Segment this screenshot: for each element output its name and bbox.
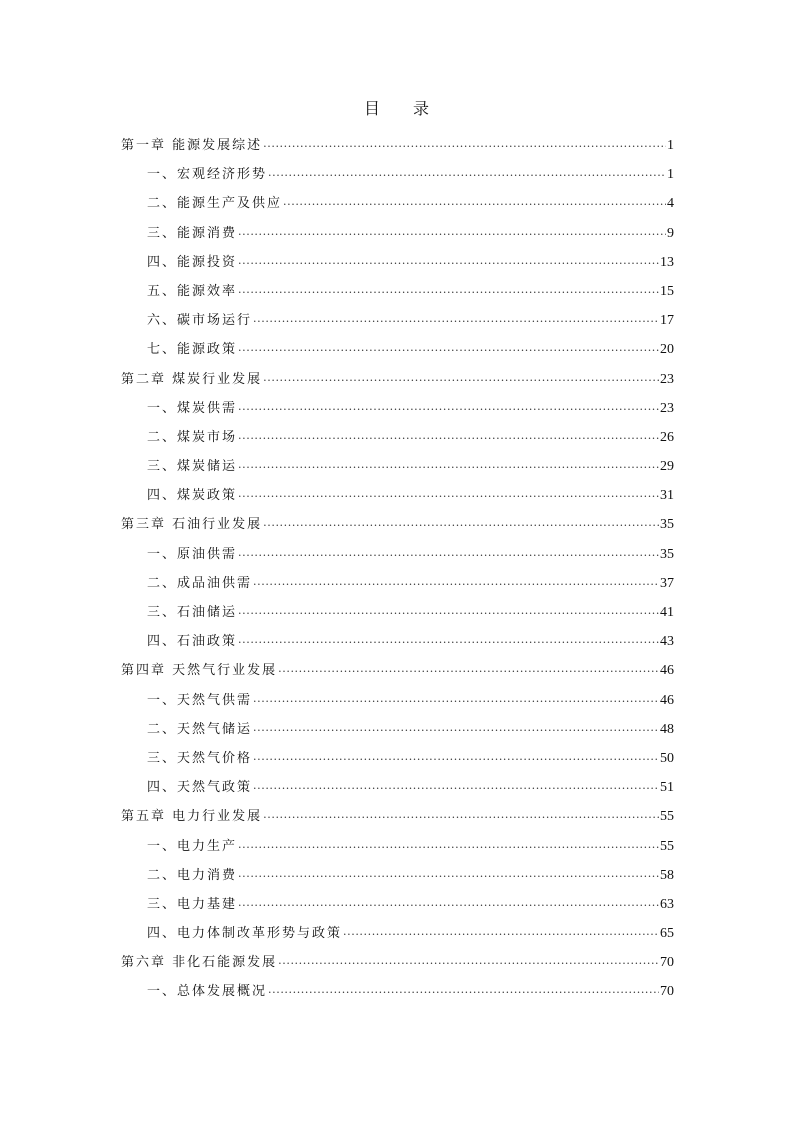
toc-entry-label bbox=[147, 603, 237, 623]
toc-entry-number: 二、 bbox=[147, 575, 178, 591]
toc-page-number: 26 bbox=[660, 429, 674, 445]
toc-section-entry[interactable] bbox=[121, 837, 674, 866]
toc-entry-text: 宏观经济形势 bbox=[177, 167, 268, 183]
toc-dot-leader bbox=[253, 572, 659, 592]
toc-section-entry[interactable] bbox=[121, 895, 674, 924]
toc-entry-number: 四、 bbox=[147, 254, 178, 270]
toc-entry-label bbox=[147, 340, 237, 360]
toc-page-number: 15 bbox=[660, 283, 674, 299]
toc-entry-text: 天然气行业发展 bbox=[172, 663, 278, 679]
toc-page-number: 46 bbox=[660, 663, 674, 679]
toc-page-number: 65 bbox=[660, 926, 674, 942]
toc-entry-label bbox=[147, 194, 282, 214]
toc-entry-label bbox=[147, 457, 237, 477]
toc-page-number: 55 bbox=[660, 838, 674, 854]
toc-page-number: 55 bbox=[660, 809, 674, 825]
toc-entry-number: 第一章 bbox=[121, 138, 167, 153]
toc-entry-number: 二、 bbox=[147, 721, 178, 737]
toc-section-entry[interactable] bbox=[121, 428, 674, 457]
toc-section-entry[interactable] bbox=[121, 486, 674, 515]
toc-section-entry[interactable] bbox=[121, 720, 674, 749]
toc-entry-number: 第六章 bbox=[121, 955, 167, 971]
toc-section-entry[interactable] bbox=[121, 749, 674, 778]
toc-dot-leader bbox=[238, 864, 659, 884]
toc-page-number: 35 bbox=[660, 517, 674, 533]
toc-entry-number: 七、 bbox=[147, 342, 178, 358]
toc-section-entry[interactable] bbox=[121, 253, 674, 282]
toc-dot-leader bbox=[253, 747, 659, 767]
toc-dot-leader bbox=[238, 251, 659, 271]
toc-entry-text: 石油政策 bbox=[177, 634, 238, 650]
toc-section-entry[interactable] bbox=[121, 574, 674, 603]
toc-entry-text: 能源投资 bbox=[177, 254, 238, 270]
toc-entry-text: 煤炭储运 bbox=[177, 459, 238, 475]
toc-entry-number: 三、 bbox=[147, 459, 178, 475]
toc-entry-label bbox=[147, 982, 267, 1002]
toc-entry-text: 煤炭政策 bbox=[177, 488, 238, 504]
toc-entry-number: 一、 bbox=[147, 400, 178, 416]
toc-entry-number: 四、 bbox=[147, 780, 178, 796]
toc-section-entry[interactable] bbox=[121, 340, 674, 369]
toc-entry-number: 六、 bbox=[147, 313, 178, 329]
toc-chapter-entry[interactable] bbox=[121, 807, 674, 836]
toc-entry-text: 能源生产及供应 bbox=[177, 196, 283, 212]
toc-entry-text: 煤炭市场 bbox=[177, 429, 238, 445]
toc-entry-number: 二、 bbox=[147, 196, 178, 212]
toc-entry-label bbox=[121, 136, 262, 156]
toc-entry-text: 原油供需 bbox=[177, 546, 238, 562]
toc-entry-number: 三、 bbox=[147, 605, 178, 620]
toc-entry-label bbox=[147, 486, 237, 506]
toc-page-number: 70 bbox=[660, 955, 674, 971]
toc-entry-text: 成品油供需 bbox=[177, 575, 253, 591]
toc-entry-text: 电力行业发展 bbox=[172, 809, 263, 825]
toc-entry-text: 能源政策 bbox=[177, 342, 238, 358]
toc-title: 目 录 bbox=[363, 99, 444, 118]
toc-entry-label bbox=[147, 428, 237, 448]
toc-dot-leader bbox=[238, 601, 659, 621]
toc-entry-text: 电力基建 bbox=[177, 896, 238, 912]
toc-entry-label bbox=[147, 895, 237, 915]
toc-dot-leader bbox=[253, 689, 659, 709]
toc-dot-leader bbox=[278, 659, 659, 679]
toc-entry-label bbox=[121, 515, 262, 535]
toc-section-entry[interactable] bbox=[121, 399, 674, 428]
toc-entry-number: 第三章 bbox=[121, 517, 167, 533]
toc-page-number: 43 bbox=[660, 634, 674, 650]
toc-entry-number: 四、 bbox=[147, 634, 178, 650]
toc-page-number: 13 bbox=[660, 254, 674, 270]
toc-entry-text: 天然气储运 bbox=[177, 721, 253, 737]
toc-entry-text: 煤炭行业发展 bbox=[172, 371, 263, 387]
toc-dot-leader bbox=[253, 776, 659, 796]
toc-dot-leader bbox=[263, 368, 659, 388]
toc-entry-text: 天然气价格 bbox=[177, 750, 253, 766]
toc-page-number: 51 bbox=[660, 780, 674, 796]
toc-entry-label bbox=[147, 545, 237, 565]
toc-page-number: 1 bbox=[667, 138, 674, 153]
toc-chapter-entry[interactable] bbox=[121, 661, 674, 690]
toc-section-entry[interactable] bbox=[121, 924, 674, 953]
toc-entry-text: 电力生产 bbox=[177, 838, 238, 854]
toc-page-number: 37 bbox=[660, 575, 674, 591]
toc-page-number: 31 bbox=[660, 488, 674, 504]
toc-dot-leader bbox=[268, 980, 659, 1000]
toc-section-entry[interactable] bbox=[121, 632, 674, 661]
toc-entry-text: 石油行业发展 bbox=[172, 517, 263, 533]
toc-dot-leader bbox=[253, 309, 659, 329]
toc-entry-label bbox=[147, 224, 237, 244]
toc-page-number: 1 bbox=[667, 167, 674, 183]
toc-entry-label bbox=[147, 399, 237, 419]
toc-entry-label bbox=[147, 165, 267, 185]
toc-dot-leader bbox=[238, 426, 659, 446]
toc-dot-leader bbox=[263, 513, 659, 533]
toc-section-entry[interactable] bbox=[121, 194, 674, 223]
toc-chapter-entry[interactable] bbox=[121, 136, 674, 165]
toc-entry-number: 四、 bbox=[147, 488, 178, 504]
toc-entry-number: 第四章 bbox=[121, 663, 167, 679]
toc-dot-leader bbox=[253, 718, 659, 738]
toc-dot-leader bbox=[283, 192, 666, 212]
toc-entry-text: 能源消费 bbox=[177, 225, 238, 241]
toc-section-entry[interactable] bbox=[121, 545, 674, 574]
toc-entry-label bbox=[121, 661, 277, 681]
toc-entry-number: 二、 bbox=[147, 867, 178, 883]
toc-dot-leader bbox=[278, 951, 659, 971]
toc-section-entry[interactable] bbox=[121, 311, 674, 340]
toc-page-number: 17 bbox=[660, 313, 674, 329]
toc-entry-label bbox=[147, 253, 237, 273]
toc-section-entry[interactable] bbox=[121, 457, 674, 486]
toc-entry-text: 石油储运 bbox=[177, 605, 238, 620]
toc-entry-number: 三、 bbox=[147, 896, 178, 912]
toc-entry-text: 电力体制改革形势与政策 bbox=[177, 926, 343, 942]
toc-page-number: 23 bbox=[660, 371, 674, 387]
toc-section-entry[interactable] bbox=[121, 603, 674, 632]
toc-entry-text: 电力消费 bbox=[177, 867, 238, 883]
toc-entry-number: 三、 bbox=[147, 750, 178, 766]
toc-page-number: 4 bbox=[667, 196, 674, 212]
toc-section-entry[interactable] bbox=[121, 778, 674, 807]
toc-entry-number: 三、 bbox=[147, 225, 178, 241]
toc-entry-text: 能源发展综述 bbox=[172, 138, 263, 153]
table-of-contents bbox=[121, 136, 674, 1012]
toc-entry-text: 总体发展概况 bbox=[177, 984, 268, 1000]
toc-dot-leader bbox=[238, 397, 659, 417]
toc-dot-leader bbox=[238, 280, 659, 300]
toc-entry-number: 第二章 bbox=[121, 371, 167, 387]
toc-entry-text: 能源效率 bbox=[177, 283, 238, 299]
toc-entry-label bbox=[147, 778, 252, 798]
toc-entry-label bbox=[121, 370, 262, 390]
toc-dot-leader bbox=[238, 455, 659, 475]
toc-page-number: 50 bbox=[660, 750, 674, 766]
toc-page-number: 41 bbox=[660, 605, 674, 620]
toc-entry-label bbox=[147, 720, 252, 740]
toc-dot-leader bbox=[238, 222, 666, 242]
toc-page-number: 70 bbox=[660, 984, 674, 1000]
toc-chapter-entry[interactable] bbox=[121, 370, 674, 399]
toc-page-number: 23 bbox=[660, 400, 674, 416]
toc-entry-label bbox=[147, 837, 237, 857]
toc-entry-label bbox=[147, 574, 252, 594]
toc-entry-text: 非化石能源发展 bbox=[172, 955, 278, 971]
toc-dot-leader bbox=[238, 835, 659, 855]
toc-entry-label bbox=[147, 691, 252, 711]
toc-entry-number: 一、 bbox=[147, 167, 178, 183]
toc-dot-leader bbox=[238, 543, 659, 563]
toc-entry-number: 一、 bbox=[147, 546, 178, 562]
toc-entry-number: 二、 bbox=[147, 429, 178, 445]
toc-entry-number: 一、 bbox=[147, 692, 178, 708]
toc-section-entry[interactable] bbox=[121, 282, 674, 311]
toc-entry-label bbox=[147, 866, 237, 886]
toc-dot-leader bbox=[238, 630, 659, 650]
toc-page-number: 29 bbox=[660, 459, 674, 475]
toc-entry-label bbox=[147, 749, 252, 769]
toc-entry-number: 四、 bbox=[147, 926, 178, 942]
toc-entry-text: 煤炭供需 bbox=[177, 400, 238, 416]
toc-section-entry[interactable] bbox=[121, 165, 674, 194]
toc-entry-text: 天然气政策 bbox=[177, 780, 253, 796]
toc-entry-number: 一、 bbox=[147, 984, 178, 1000]
toc-dot-leader bbox=[268, 163, 666, 183]
toc-entry-number: 一、 bbox=[147, 838, 178, 854]
toc-entry-label bbox=[147, 311, 252, 331]
toc-entry-number: 五、 bbox=[147, 283, 178, 299]
toc-chapter-entry[interactable] bbox=[121, 515, 674, 544]
toc-section-entry[interactable] bbox=[121, 691, 674, 720]
toc-dot-leader bbox=[263, 805, 659, 825]
toc-page-number: 9 bbox=[667, 225, 674, 241]
toc-dot-leader bbox=[238, 484, 659, 504]
toc-dot-leader bbox=[238, 338, 659, 358]
toc-dot-leader bbox=[343, 922, 659, 942]
toc-chapter-entry[interactable] bbox=[121, 953, 674, 982]
toc-page-number: 35 bbox=[660, 546, 674, 562]
toc-entry-label bbox=[147, 282, 237, 302]
toc-entry-label bbox=[121, 953, 277, 973]
toc-entry-label bbox=[147, 924, 342, 944]
toc-page-number: 58 bbox=[660, 867, 674, 883]
toc-entry-label bbox=[121, 807, 262, 827]
toc-section-entry[interactable] bbox=[121, 224, 674, 253]
toc-entry-number: 第五章 bbox=[121, 809, 167, 825]
toc-entry-text: 碳市场运行 bbox=[177, 313, 253, 329]
toc-dot-leader bbox=[238, 893, 659, 913]
toc-entry-text: 天然气供需 bbox=[177, 692, 253, 708]
toc-page-number: 20 bbox=[660, 342, 674, 358]
toc-page-number: 63 bbox=[660, 896, 674, 912]
toc-entry-label bbox=[147, 632, 237, 652]
toc-section-entry[interactable] bbox=[121, 866, 674, 895]
toc-dot-leader bbox=[263, 134, 666, 154]
toc-page-number: 46 bbox=[660, 692, 674, 708]
toc-section-entry[interactable] bbox=[121, 982, 674, 1011]
toc-page-number: 48 bbox=[660, 721, 674, 737]
